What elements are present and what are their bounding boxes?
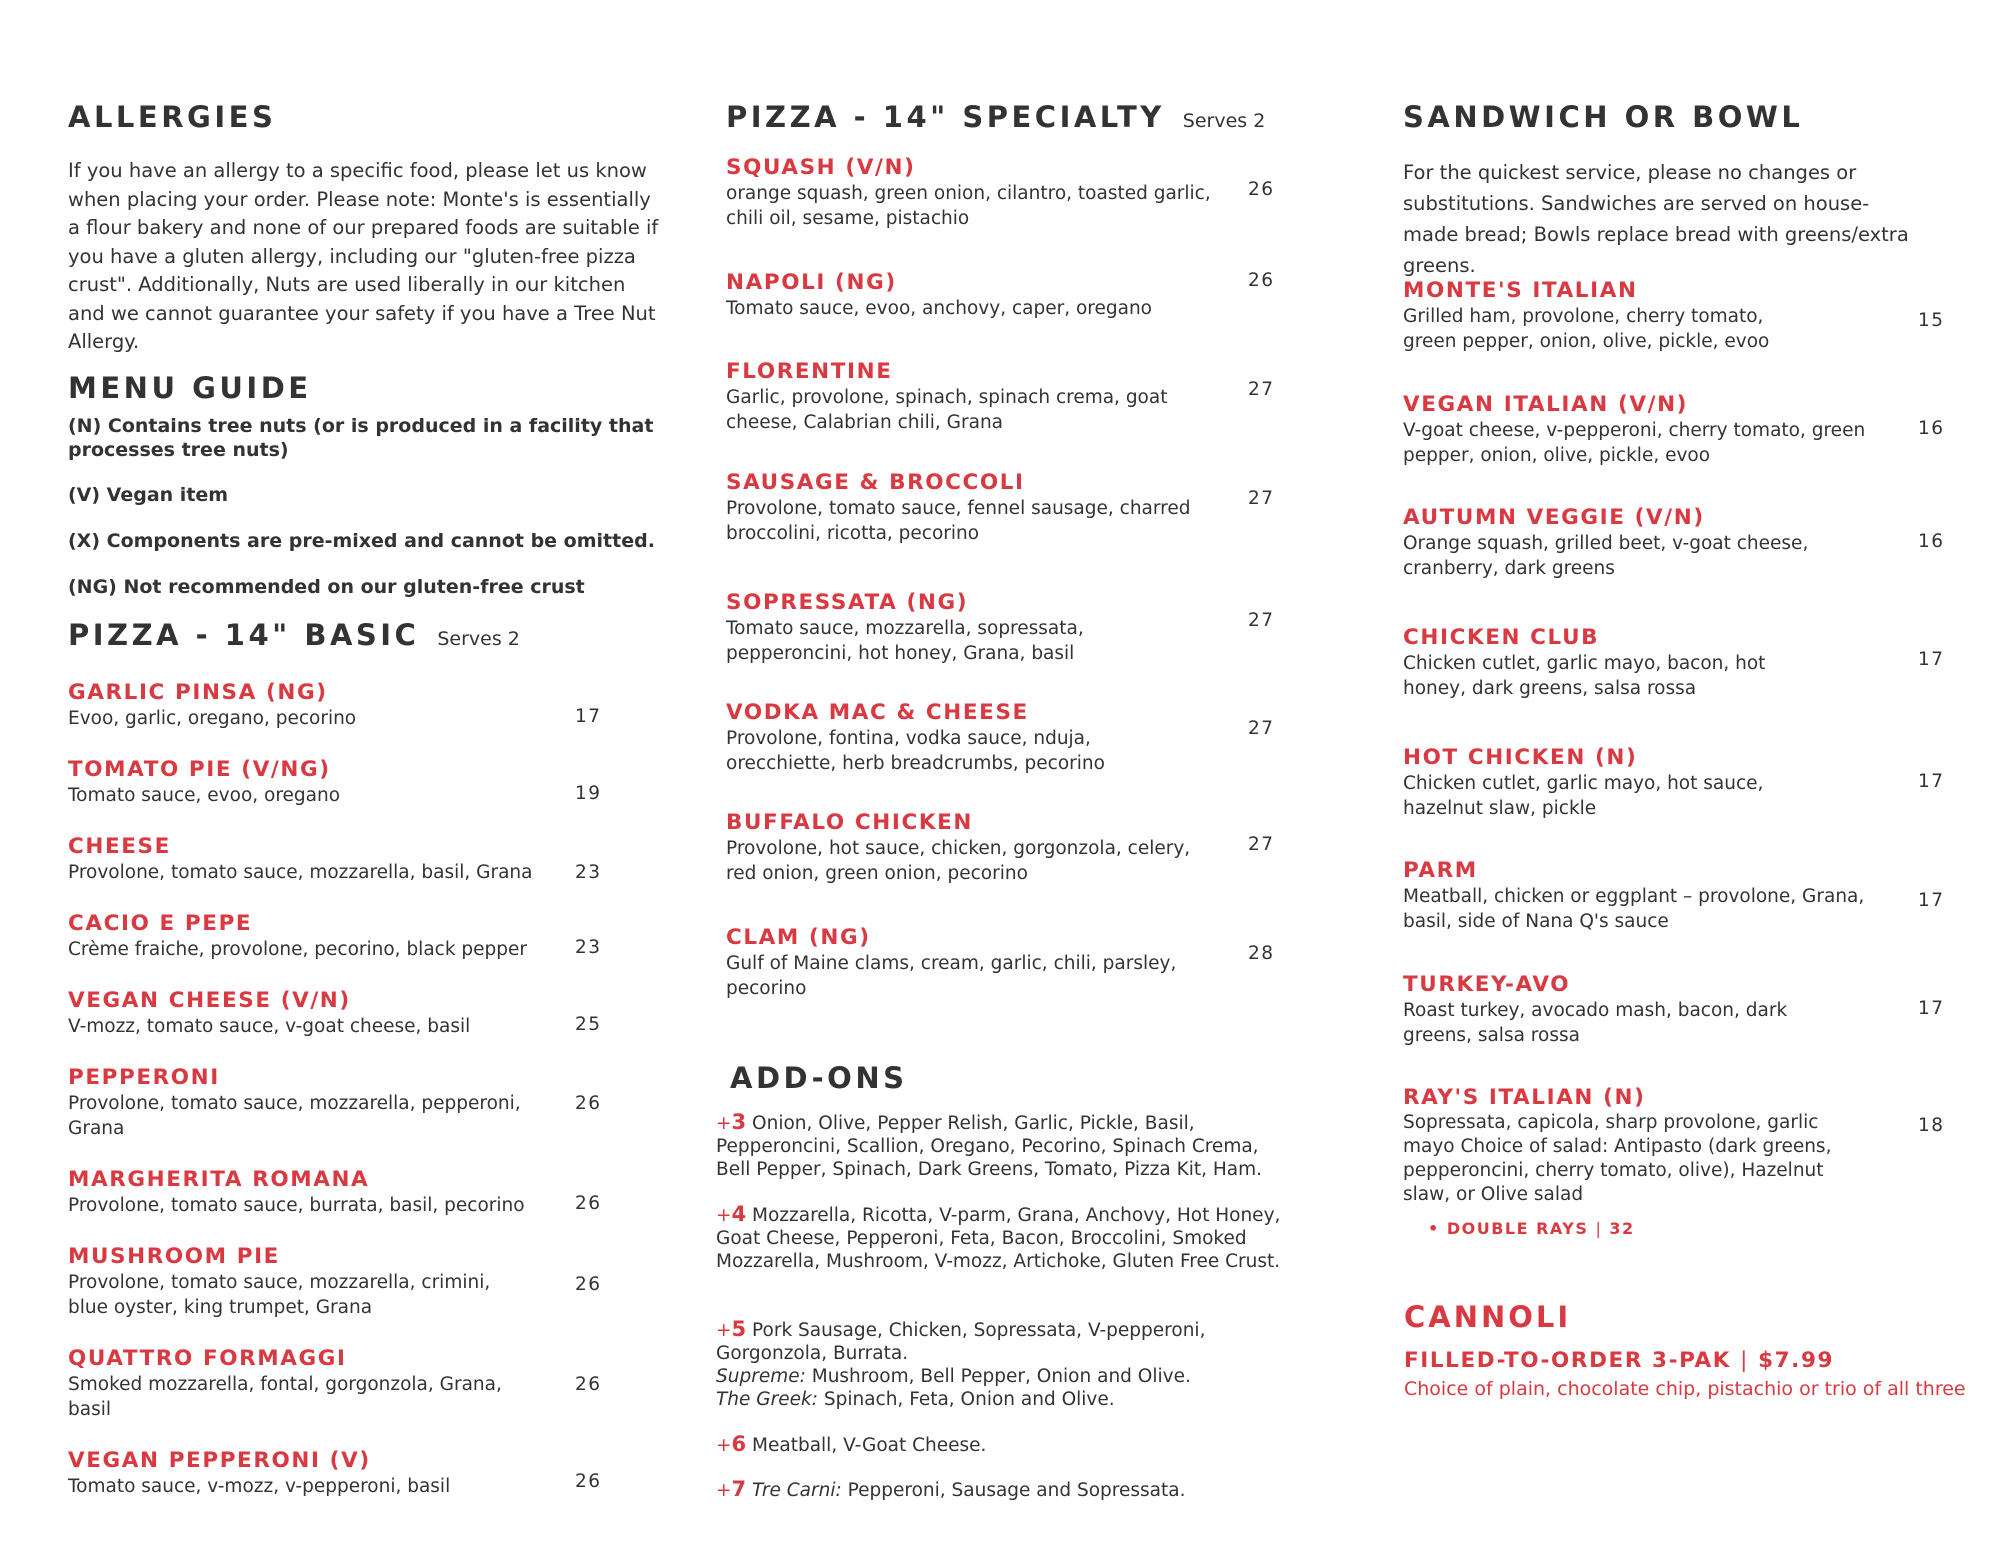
item-name: SQUASH (V/N) <box>726 155 916 180</box>
item-name: AUTUMN VEGGIE (V/N) <box>1403 505 1705 530</box>
item-desc: Tomato sauce, evoo, oregano <box>68 785 341 806</box>
guide-premixed: (X) Components are pre-mixed and cannot be omitted. <box>68 530 655 552</box>
menu-item <box>1403 745 1945 821</box>
item-desc: Chicken cutlet, garlic mayo, bacon, hot honey, dark greens, salsa rossa <box>1403 653 1766 699</box>
item-desc: Provolone, tomato sauce, mozzarella, pepperoni, Grana <box>68 1093 521 1139</box>
item-desc: Orange squash, grilled beet, v-goat cheese, cranberry, dark greens <box>1403 533 1809 579</box>
addon-group <box>716 1111 1291 1181</box>
double-rays-line <box>1428 1219 1635 1238</box>
item-desc: Smoked mozzarella, fontal, gorgonzola, Grana, basil <box>68 1374 502 1420</box>
addon-text: Pepperoni, Sausage and Sopressata. <box>847 1480 1186 1501</box>
menu-item <box>68 1065 602 1141</box>
plus-symbol: + <box>716 1113 732 1134</box>
menu-item <box>726 359 1275 435</box>
item-desc: Provolone, tomato sauce, fennel sausage, charred broccolini, ricotta, pecorino <box>726 498 1191 544</box>
pizza-specialty-title-text: PIZZA - 14" SPECIALTY <box>726 100 1165 134</box>
addon-text: Meatball, V-Goat Cheese. <box>752 1435 987 1456</box>
addon-greek-text: Spinach, Feta, Onion and Olive. <box>823 1389 1115 1410</box>
item-desc: Provolone, fontina, vodka sauce, nduja, orecchiette, herb breadcrumbs, pecorino <box>726 728 1105 774</box>
menu-item <box>68 834 602 885</box>
addon-price: 4 <box>731 1202 747 1226</box>
item-desc: Meatball, chicken or eggplant – provolone, Grana, basil, side of Nana Q's sauce <box>1403 886 1865 932</box>
item-price: 23 <box>575 862 602 883</box>
item-name: VODKA MAC & CHEESE <box>726 700 1029 725</box>
double-rays-price: 32 <box>1609 1219 1635 1238</box>
plus-symbol: + <box>716 1320 732 1341</box>
allergies-text: If you have an allergy to a specific food, please let us know when placing your order. Please note: Monte's is essentially a flour bakery and none of our prepared foods are suitable if you have a gluten allergy, including our "gluten-free pizza crust". Additionally, Nuts are used liberally in our kitchen and we cannot guarantee your safety if you have a Tree Nut Allergy. <box>68 159 659 353</box>
plus-symbol: + <box>716 1435 732 1456</box>
item-name: CACIO E PEPE <box>68 911 253 936</box>
item-price: 27 <box>1248 379 1275 400</box>
cannoli-offer <box>1404 1348 1834 1373</box>
item-desc: Provolone, tomato sauce, burrata, basil, pecorino <box>68 1195 525 1216</box>
pizza-basic-serves: Serves 2 <box>437 628 520 650</box>
allergies-title: ALLERGIES <box>68 100 277 134</box>
cannoli-offer-text: FILLED-TO-ORDER 3-PAK <box>1404 1348 1732 1373</box>
bullet-icon: • <box>1428 1219 1440 1238</box>
item-price: 27 <box>1248 610 1275 631</box>
item-desc: Sopressata, capicola, sharp provolone, garlic mayo Choice of salad: Antipasto (dark greens, pepperoncini, cherry tomato, olive), Hazelnut slaw, or Olive salad <box>1403 1112 1832 1205</box>
menu-item <box>726 810 1275 886</box>
item-price: 17 <box>1918 771 1945 792</box>
separator: | <box>1740 1348 1749 1373</box>
item-name: PARM <box>1403 858 1478 883</box>
menu-item <box>68 680 602 731</box>
pizza-specialty-serves: Serves 2 <box>1182 110 1266 132</box>
guide-gluten-free: (NG) Not recommended on our gluten-free crust <box>68 576 585 598</box>
menu-item <box>726 925 1275 1001</box>
item-price: 26 <box>575 1193 602 1214</box>
addon-group <box>716 1203 1291 1273</box>
item-price: 17 <box>575 706 602 727</box>
item-price: 17 <box>1918 649 1945 670</box>
item-name: CHEESE <box>68 834 171 859</box>
menu-item <box>68 1448 602 1499</box>
menu-item <box>1403 505 1945 581</box>
item-name: SAUSAGE & BROCCOLI <box>726 470 1025 495</box>
item-desc: Crème fraiche, provolone, pecorino, black pepper <box>68 939 528 960</box>
item-desc: V-goat cheese, v-pepperoni, cherry tomato, green pepper, onion, olive, pickle, evoo <box>1403 420 1866 466</box>
menu-item <box>68 1346 602 1422</box>
item-name: PEPPERONI <box>68 1065 220 1090</box>
menu-item <box>68 1244 602 1320</box>
item-name: GARLIC PINSA (NG) <box>68 680 328 705</box>
menu-item <box>1403 392 1945 468</box>
menu-item <box>726 270 1275 321</box>
item-price: 26 <box>575 1471 602 1492</box>
item-desc: Garlic, provolone, spinach, spinach crema, goat cheese, Calabrian chili, Grana <box>726 387 1168 433</box>
item-desc: Roast turkey, avocado mash, bacon, dark greens, salsa rossa <box>1403 1000 1788 1046</box>
item-price: 27 <box>1248 718 1275 739</box>
addons-title: ADD-ONS <box>730 1061 908 1095</box>
item-price: 16 <box>1918 418 1945 439</box>
item-price: 26 <box>1248 270 1275 291</box>
menu-item <box>726 155 1275 231</box>
addon-group <box>716 1318 1291 1411</box>
item-name: CHICKEN CLUB <box>1403 625 1600 650</box>
addon-text: Pork Sausage, Chicken, Sopressata, V-pepperoni, Gorgonzola, Burrata. <box>716 1320 1206 1364</box>
item-name: VEGAN ITALIAN (V/N) <box>1403 392 1689 417</box>
item-name: CLAM (NG) <box>726 925 871 950</box>
plus-symbol: + <box>716 1480 732 1501</box>
menu-item <box>1403 1085 1945 1207</box>
item-desc: Provolone, tomato sauce, mozzarella, crimini, blue oyster, king trumpet, Grana <box>68 1272 491 1318</box>
menu-item <box>726 470 1275 546</box>
pizza-specialty-title <box>726 100 1265 134</box>
addon-greek-label: The Greek: <box>716 1389 818 1410</box>
item-name: BUFFALO CHICKEN <box>726 810 973 835</box>
item-desc: Tomato sauce, evoo, anchovy, caper, oregano <box>726 298 1152 319</box>
addon-price: 6 <box>731 1432 747 1456</box>
item-desc: V-mozz, tomato sauce, v-goat cheese, basil <box>68 1016 471 1037</box>
item-price: 26 <box>575 1093 602 1114</box>
item-price: 16 <box>1918 531 1945 552</box>
addon-price: 7 <box>731 1477 747 1501</box>
item-price: 18 <box>1918 1115 1945 1136</box>
addon-supreme-text: Mushroom, Bell Pepper, Onion and Olive. <box>811 1366 1191 1387</box>
item-price: 17 <box>1918 998 1945 1019</box>
item-price: 25 <box>575 1014 602 1035</box>
item-name: TOMATO PIE (V/NG) <box>68 757 331 782</box>
addon-group <box>716 1433 1291 1457</box>
item-name: VEGAN PEPPERONI (V) <box>68 1448 371 1473</box>
item-name: MONTE'S ITALIAN <box>1403 278 1638 303</box>
item-desc: Provolone, hot sauce, chicken, gorgonzola, celery, red onion, green onion, pecorino <box>726 838 1191 884</box>
item-name: FLORENTINE <box>726 359 893 384</box>
menu-item <box>726 700 1275 776</box>
item-desc: Tomato sauce, mozzarella, sopressata, pepperoncini, hot honey, Grana, basil <box>726 618 1084 664</box>
item-desc: Evoo, garlic, oregano, pecorino <box>68 708 357 729</box>
item-price: 27 <box>1248 834 1275 855</box>
item-desc: orange squash, green onion, cilantro, toasted garlic, chili oil, sesame, pistachio <box>726 183 1211 229</box>
addon-group <box>716 1478 1291 1502</box>
item-name: VEGAN CHEESE (V/N) <box>68 988 351 1013</box>
pizza-basic-title <box>68 618 520 652</box>
item-price: 26 <box>575 1374 602 1395</box>
guide-vegan: (V) Vegan item <box>68 484 229 506</box>
menu-item <box>1403 858 1945 934</box>
item-price: 27 <box>1248 488 1275 509</box>
item-price: 26 <box>575 1274 602 1295</box>
addon-text: Mozzarella, Ricotta, V-parm, Grana, Anchovy, Hot Honey, Goat Cheese, Pepperoni, Feta, Bacon, Broccolini, Smoked Mozzarella, Mushroom, V-mozz, Artichoke, Gluten Free Crust. <box>716 1205 1281 1272</box>
cannoli-desc: Choice of plain, chocolate chip, pistachio or trio of all three <box>1404 1378 1966 1400</box>
cannoli-price: $7.99 <box>1758 1348 1835 1373</box>
item-price: 15 <box>1918 310 1945 331</box>
menu-item <box>68 911 602 962</box>
addon-price: 3 <box>731 1110 747 1134</box>
menu-guide-title: MENU GUIDE <box>68 371 312 405</box>
item-price: 23 <box>575 937 602 958</box>
item-name: SOPRESSATA (NG) <box>726 590 969 615</box>
sandwich-title: SANDWICH OR BOWL <box>1403 100 1804 134</box>
item-name: MARGHERITA ROMANA <box>68 1167 370 1192</box>
item-name: HOT CHICKEN (N) <box>1403 745 1638 770</box>
guide-nuts: (N) Contains tree nuts (or is produced in a facility that processes tree nuts) <box>68 415 654 461</box>
item-name: RAY'S ITALIAN (N) <box>1403 1085 1646 1110</box>
menu-item <box>68 988 602 1039</box>
cannoli-title: CANNOLI <box>1404 1300 1572 1334</box>
item-name: TURKEY-AVO <box>1403 972 1571 997</box>
item-desc: Provolone, tomato sauce, mozzarella, basil, Grana <box>68 862 533 883</box>
item-desc: Gulf of Maine clams, cream, garlic, chili, parsley, pecorino <box>726 953 1177 999</box>
addon-tre-carni-label: Tre Carni: <box>752 1480 842 1501</box>
addon-price: 5 <box>731 1317 747 1341</box>
item-price: 17 <box>1918 890 1945 911</box>
addon-supreme-label: Supreme: <box>716 1366 806 1387</box>
addon-text: Onion, Olive, Pepper Relish, Garlic, Pickle, Basil, Pepperoncini, Scallion, Oregano, Pecorino, Spinach Crema, Bell Pepper, Spinach, Dark Greens, Tomato, Pizza Kit, Ham. <box>716 1113 1263 1180</box>
menu-item <box>1403 278 1945 354</box>
item-name: QUATTRO FORMAGGI <box>68 1346 347 1371</box>
separator: | <box>1595 1219 1603 1238</box>
pizza-basic-title-text: PIZZA - 14" BASIC <box>68 618 420 652</box>
menu-item <box>1403 972 1945 1048</box>
menu-item <box>68 1167 602 1218</box>
menu-item <box>68 757 602 808</box>
sandwich-intro: For the quickest service, please no changes or substitutions. Sandwiches are served on house-made bread; Bowls replace bread with greens/extra greens. <box>1403 161 1909 277</box>
item-desc: Tomato sauce, v-mozz, v-pepperoni, basil <box>68 1476 451 1497</box>
menu-item <box>1403 625 1945 701</box>
item-price: 26 <box>1248 179 1275 200</box>
item-desc: Grilled ham, provolone, cherry tomato, green pepper, onion, olive, pickle, evoo <box>1403 306 1770 352</box>
menu-item <box>726 590 1275 666</box>
item-name: MUSHROOM PIE <box>68 1244 280 1269</box>
double-rays-label: DOUBLE RAYS <box>1446 1219 1589 1238</box>
item-name: NAPOLI (NG) <box>726 270 897 295</box>
item-price: 28 <box>1248 943 1275 964</box>
item-price: 19 <box>575 783 602 804</box>
plus-symbol: + <box>716 1205 732 1226</box>
item-desc: Chicken cutlet, garlic mayo, hot sauce, hazelnut slaw, pickle <box>1403 773 1764 819</box>
